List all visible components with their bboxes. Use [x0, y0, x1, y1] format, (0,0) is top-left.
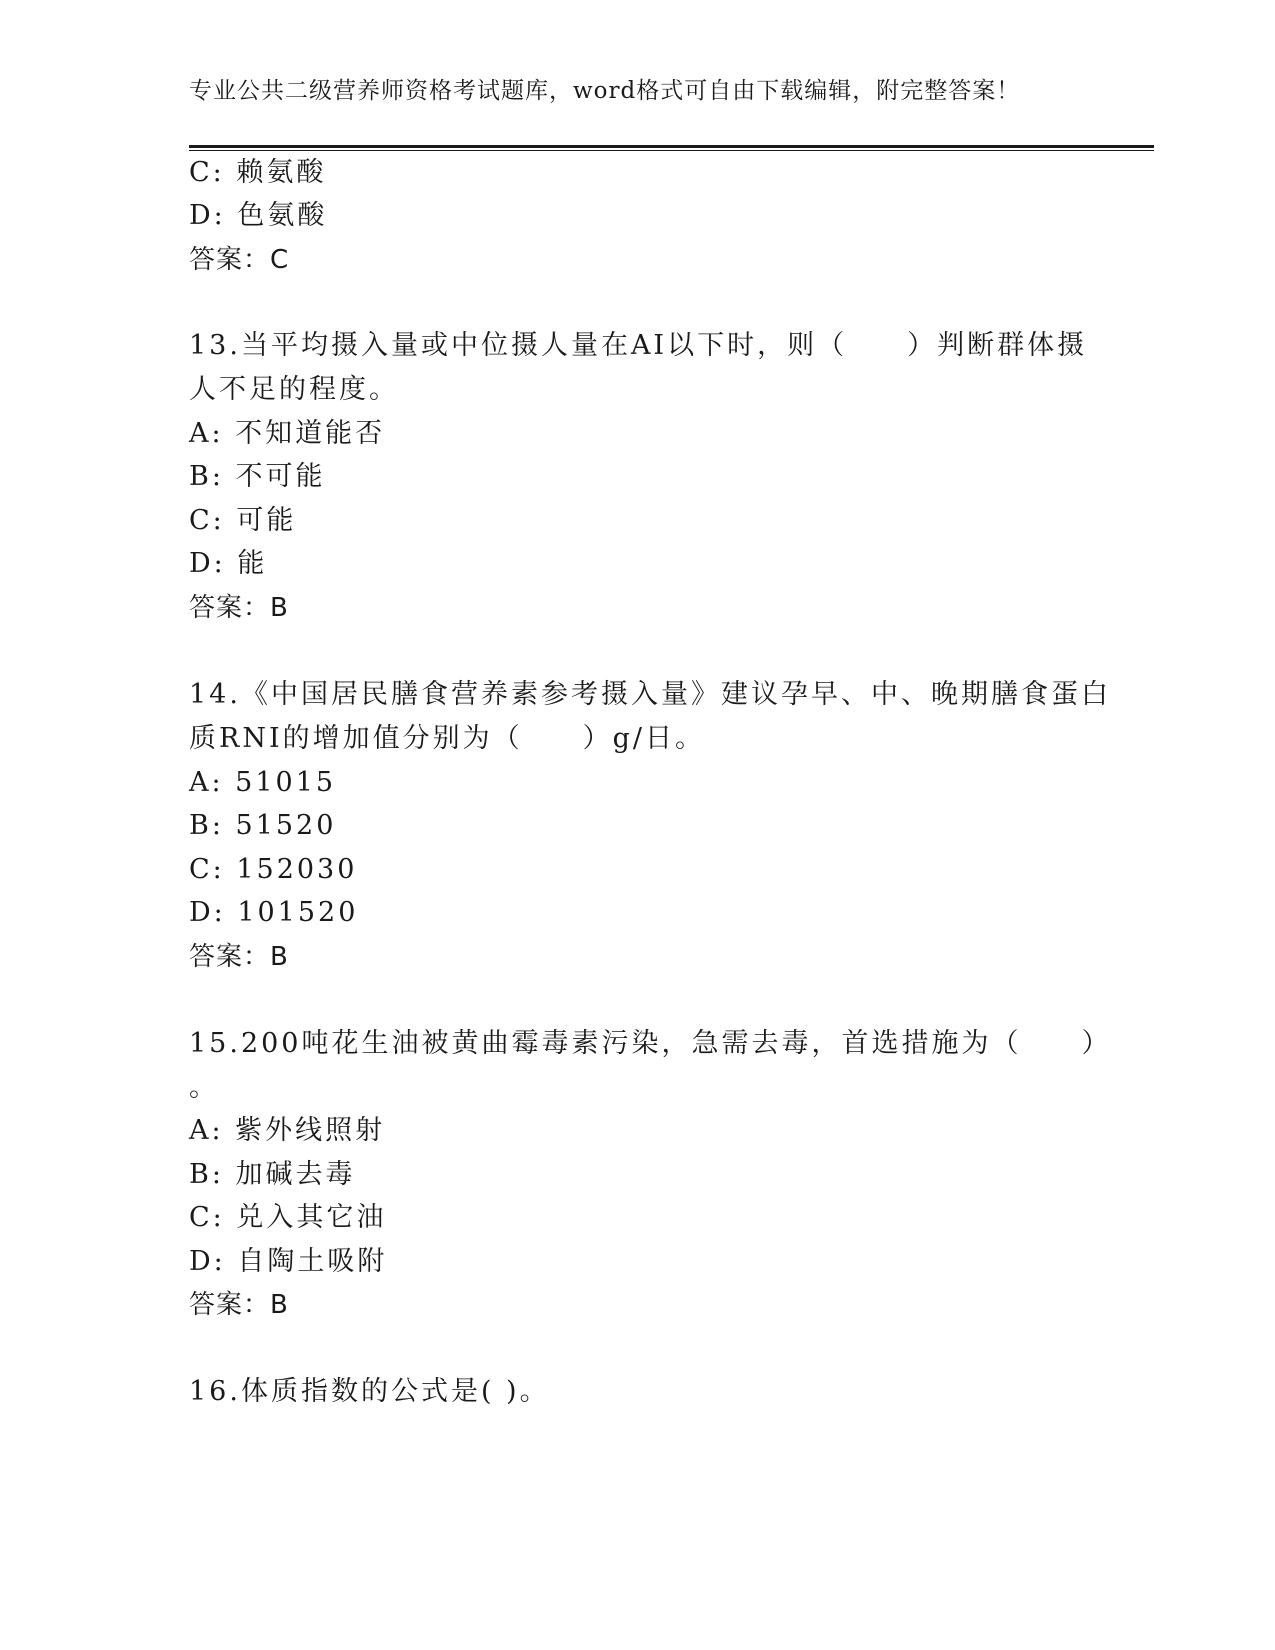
q14-stem-line2: 质RNI的增加值分别为（ ）g/日。: [189, 723, 705, 754]
q15-option-a: A: 紫外线照射: [189, 1115, 386, 1146]
page-header: 专业公共二级营养师资格考试题库，word格式可自由下载编辑，附完整答案！: [189, 78, 1021, 104]
q14-option-d: D: 101520: [189, 897, 359, 928]
q16-stem-line1: 16.体质指数的公式是( )。: [189, 1376, 550, 1407]
q12-answer: 答案：C: [189, 245, 290, 275]
q14-option-a: A: 51015: [189, 767, 337, 798]
q14-option-c: C: 152030: [189, 854, 358, 885]
q14-stem-line1: 14.《中国居民膳食营养素参考摄入量》建议孕早、中、晚期膳食蛋白: [189, 679, 1111, 710]
q14-answer: 答案：B: [189, 942, 289, 972]
q15-answer: 答案：B: [189, 1290, 289, 1320]
q15-option-d: D: 自陶土吸附: [189, 1246, 388, 1277]
q13-answer: 答案：B: [189, 593, 289, 623]
q15-stem-line2: 。: [189, 1072, 219, 1103]
q13-option-d: D: 能: [189, 548, 268, 579]
header-rule-thick: [189, 145, 1154, 148]
q15-option-b: B: 加碱去毒: [189, 1159, 356, 1190]
q15-option-c: C: 兑入其它油: [189, 1202, 387, 1233]
header-rule-thin: [189, 150, 1154, 151]
q12-option-d: D: 色氨酸: [189, 200, 328, 231]
q13-stem-line2: 人不足的程度。: [189, 374, 399, 405]
q14-option-b: B: 51520: [189, 810, 337, 841]
q13-option-a: A: 不知道能否: [189, 418, 386, 449]
q13-stem-line1: 13.当平均摄入量或中位摄人量在AI以下时，则（ ）判断群体摄: [189, 330, 1088, 361]
q15-stem-line1: 15.200吨花生油被黄曲霉毒素污染，急需去毒，首选措施为（ ）: [189, 1028, 1112, 1059]
q12-option-c: C: 赖氨酸: [189, 157, 327, 188]
q13-option-c: C: 可能: [189, 505, 297, 536]
q13-option-b: B: 不可能: [189, 461, 326, 492]
